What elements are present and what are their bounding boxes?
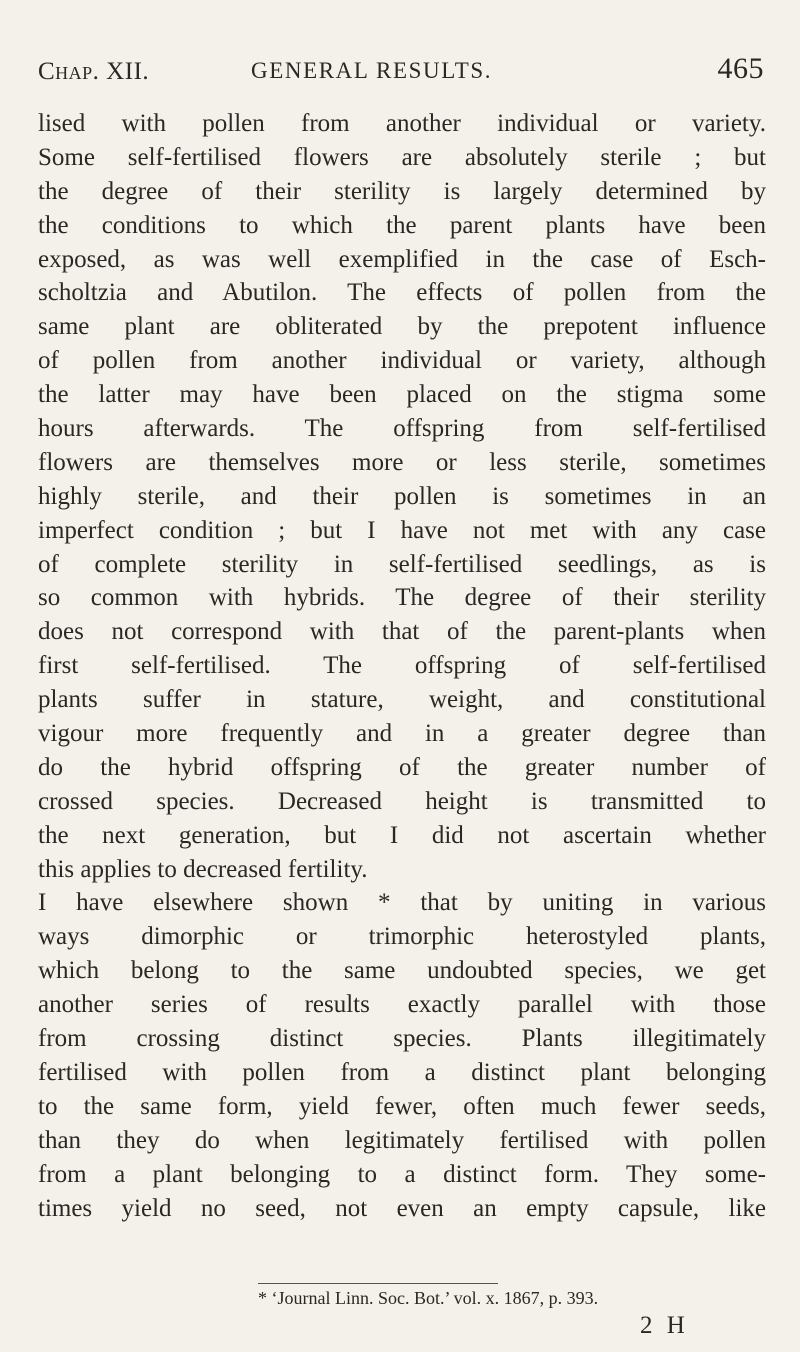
text-line: highly sterile, and their pollen is sometimes in an bbox=[38, 482, 766, 510]
text-line: times yield no seed, not even an empty capsule, like bbox=[38, 1194, 766, 1222]
text-line: fertilised with pollen from a distinct plant belonging bbox=[38, 1058, 766, 1086]
signature-mark: 2 H bbox=[640, 1312, 689, 1339]
running-head bbox=[38, 50, 764, 90]
text-line: another series of results exactly parallel with those bbox=[38, 991, 766, 1019]
text-line: exposed, as was well exemplified in the case of Esch- bbox=[38, 245, 766, 273]
text-line: Some self-fertilised flowers are absolutely sterile ; but bbox=[38, 143, 766, 171]
text-line: this applies to decreased fertility. bbox=[38, 855, 368, 883]
text-line: the degree of their sterility is largely determined by bbox=[38, 177, 766, 205]
text-line: the conditions to which the parent plants have been bbox=[38, 211, 766, 239]
text-line: from crossing distinct species. Plants illegitimately bbox=[38, 1025, 766, 1053]
text-line: hours afterwards. The offspring from self-fertilised bbox=[38, 415, 766, 443]
text-line: to the same form, yield fewer, often much fewer seeds, bbox=[38, 1092, 766, 1120]
text-line: first self-fertilised. The offspring of self-fertilised bbox=[38, 652, 766, 680]
text-line: the next generation, but I did not ascertain whether bbox=[38, 821, 766, 849]
text-line: so common with hybrids. The degree of their sterility bbox=[38, 584, 766, 612]
chapter-label: Chap. XII. bbox=[38, 58, 150, 85]
text-line: do the hybrid offspring of the greater number of bbox=[38, 753, 766, 781]
text-line: of pollen from another individual or variety, although bbox=[38, 347, 766, 375]
page-number: 465 bbox=[717, 52, 764, 85]
footnote-rule bbox=[258, 1283, 498, 1284]
text-line: imperfect condition ; but I have not met with any case bbox=[38, 516, 766, 544]
text-line: than they do when legitimately fertilised with pollen bbox=[38, 1126, 766, 1154]
text-line: does not correspond with that of the parent-plants when bbox=[38, 618, 766, 646]
text-line: the latter may have been placed on the stigma some bbox=[38, 381, 766, 409]
body-text bbox=[38, 107, 766, 1225]
running-title: GENERAL RESULTS. bbox=[251, 58, 493, 83]
text-line: same plant are obliterated by the prepotent influence bbox=[38, 313, 766, 341]
text-line: of complete sterility in self-fertilised seedlings, as is bbox=[38, 550, 766, 578]
text-line: which belong to the same undoubted species, we get bbox=[38, 957, 766, 985]
text-line: lised with pollen from another individual or variety. bbox=[38, 110, 766, 137]
text-line: from a plant belonging to a distinct form. They some- bbox=[38, 1160, 766, 1188]
text-line: ways dimorphic or trimorphic heterostyled plants, bbox=[38, 923, 766, 951]
text-line: vigour more frequently and in a greater degree than bbox=[38, 720, 766, 748]
text-line: scholtzia and Abutilon. The effects of pollen from the bbox=[38, 279, 766, 307]
text-line: plants suffer in stature, weight, and constitutional bbox=[38, 686, 766, 714]
text-line: I have elsewhere shown * that by uniting in various bbox=[38, 889, 766, 917]
text-line: flowers are themselves more or less sterile, sometimes bbox=[38, 448, 766, 476]
text-line: crossed species. Decreased height is transmitted to bbox=[38, 787, 766, 815]
footnote: * ‘Journal Linn. Soc. Bot.’ vol. x. 1867, p. 393. bbox=[258, 1288, 599, 1308]
